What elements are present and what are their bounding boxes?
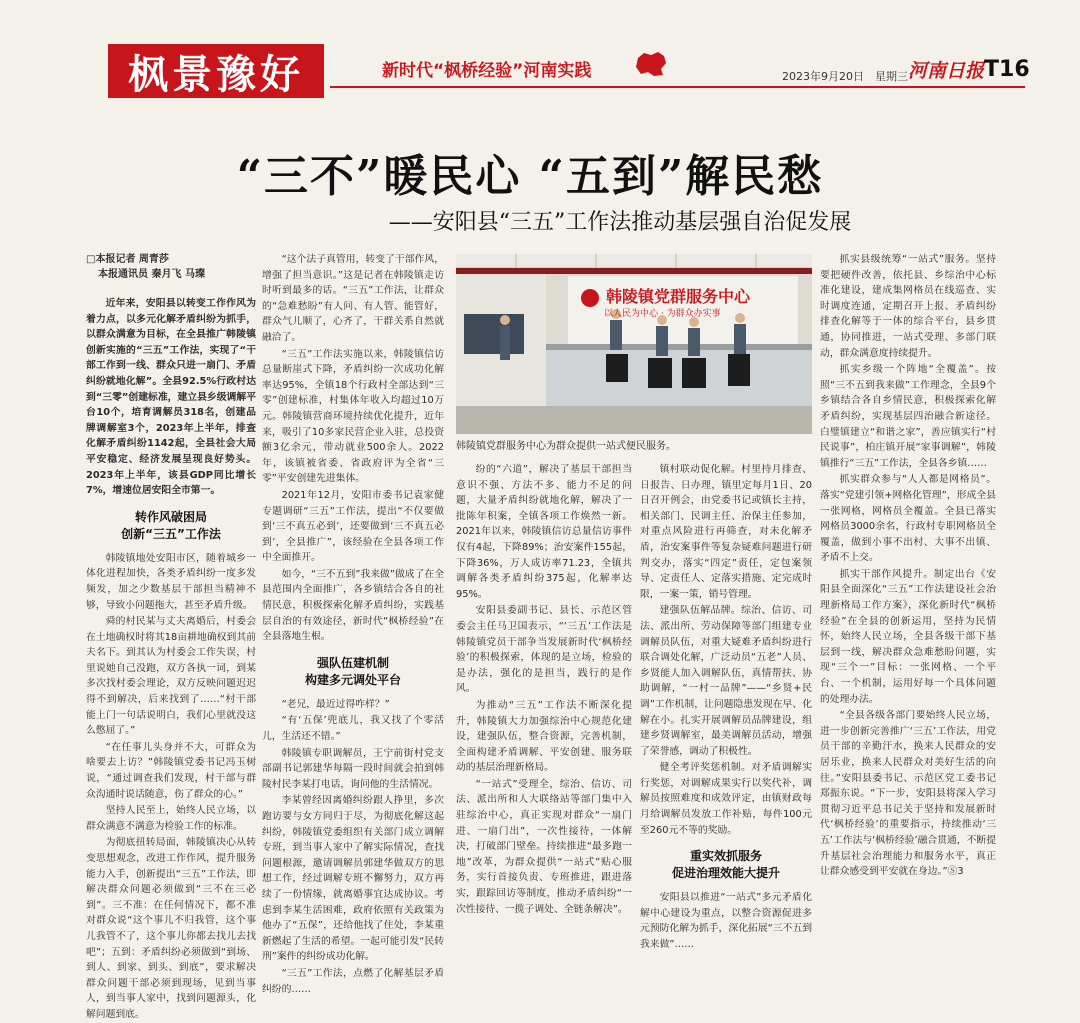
body-paragraph: 建强队伍解品牌。综治、信访、司法、派出所、劳动保障等部门组建专业调解员队伍，对重大疑难矛盾纠纷进行联合调处化解，广泛动员“五老”人员、乡贤能人加入调解队伍，真情帮扶、协助调解，“一村一品牌”——“乡贤+民调”工作机制，让问题隐患发现在早、化解在小。扎实开展调解员品牌建设，组建乡贤调解室，最美调解员活动，增强了荣誉感，调动了积极性。 xyxy=(640,605,812,757)
issue-date: 2023年9月20日 星期三 xyxy=(782,70,908,83)
body-paragraph: 坚持人民至上，始终人民立场，以群众满意不满意为检验工作的标准。 xyxy=(86,805,256,832)
photo-sign: 韩陵镇党群服务中心 xyxy=(606,287,751,306)
section-title-1-line-2: 创新“三五”工作法 xyxy=(121,526,221,541)
body-paragraph: “有‘五保’兜底儿，我又找了个零活儿，生活还不错。” xyxy=(262,715,444,743)
body-paragraph: “全县各级各部门要始终人民立场，进一步创新完善推广‘三五’工作法，用党员干部的辛勤汗水，换来人民群众的安居乐业，换来人民群众对美好生活的向往。”安阳县委书记、示范区党工委书记郑振东说。“下一步，安阳县将深入学习贯彻习近平总书记关于坚持和发展新时代‘枫桥经验’的重要指示，持续推动‘三五’工作法与‘枫桥经验’融合贯通，不断提升基层社会治理能力和服务水平，真正让群众感受到平安就在身边。”Ⓢ3 xyxy=(820,710,996,878)
body-paragraph: 安阳县委副书记、县长、示范区管委会主任马卫国表示，“‘三五’工作法是韩陵镇党员干部争当发展新时代‘枫桥经验’的积极探索，体现的是立场，检验的是办法，强化的是担当，践行的是作风。 xyxy=(456,605,632,695)
body-paragraph: 为彻底扭转局面，韩陵镇决心从转变思想观念，改进工作作风，提升服务能力入手，创新提出“三五”工作法，即解决群众问题必须做到“三不在三必到”。三不准：在任何情况下，都不准对群众说“这个事儿不归我管，这个事儿我管不了，这个事儿你都去找儿去找吧”；五到：矛盾纠纷必须做到“到场、到人、到家、到头、到底”，要求解决群众问题干部必须到现场，见到当事人，到当事人家中，找到问题源头，化解问题到底。 xyxy=(86,837,256,1020)
henan-map-icon xyxy=(634,50,668,78)
body-paragraph: “在任事儿头身并不大，可群众为啥要去上访？”韩陵镇党委书记冯玉树说，“通过调查我们发现，村干部与群众沟通时说话随意，伤了群众的心。” xyxy=(86,741,256,800)
column-name: 枫景豫好 xyxy=(128,50,304,98)
section-title-3 xyxy=(640,848,812,882)
photo-slogan: 以人民为中心 · 为群众办实事 xyxy=(604,309,721,319)
body-paragraph: 镇村联动促化解。村里持月排查、日报告、日办理，镇里定每月1日、20日召开例会，由党委书记或镇长主持，相关部门、民调主任、治保主任参加，对重点风险进行再筛查，对未化解矛盾，治安案事件等复杂疑难问题进行研判交办，落实“四定”责任，定包案领导、定责任人、定落实措施、定完成时限，一案一策，销号管理。 xyxy=(640,464,812,600)
article-column-3 xyxy=(456,462,632,915)
article-column-5 xyxy=(820,252,996,878)
body-paragraph: 韩陵镇地处安阳市区，随着城乡一体化进程加快，各类矛盾纠纷一度多发频发，加之少数基层干部担当精神不够，导致小问题拖大，甚至矛盾升级。 xyxy=(86,552,256,611)
body-paragraph: 舜的村民某与丈夫离婚后，村委会在土地确权时将其18亩耕地确权到其前夫名下。到其认为村委会工作失误，村里说她自己没跑，双方各执一词，到某多次找村委会理论，双方反映问题迟迟得不到解决，后来找到了……“村干部能上门一句话说明白，我们心里就没这么憋屈了。” xyxy=(86,616,256,737)
paper-logo: 河南日报 xyxy=(908,60,985,82)
byline xyxy=(86,252,256,282)
section-title-1-line-1: 转作风破困局 xyxy=(134,509,207,524)
body-paragraph: “三五”工作法实施以来，韩陵镇信访总量断崖式下降，矛盾纠纷一次成功化解率达95%，全镇18个行政村全部达到“三零”创建标准，村集体年收入均超过10万元。韩陵镇营商环境持续优化提升，近年来，吸引了10多家民营企业入驻，总投资额3亿余元，带动就业500余人。2022年，该镇被省委、省政府评为全省“三零”平安创建先进集体。 xyxy=(262,348,444,485)
section-title-3-line-2: 促进治理效能大提升 xyxy=(671,866,780,881)
body-paragraph: “三五”工作法，点燃了化解基层矛盾纠纷的…… xyxy=(262,967,444,995)
body-paragraph: 2021年12月，安阳市委书记袁家健专题调研“三五”工作法，提出“不仅要做到‘三不真五必到’，还要做到‘三不真五必到’，全县推广”，该经验在全县各项工作中全面推开。 xyxy=(262,489,444,564)
headline: “三不”暖民心 “五到”解民愁 xyxy=(236,151,824,202)
section-title-2-line-1: 强队伍建机制 xyxy=(316,655,389,670)
body-paragraph: 李某曾经因离婚纠纷跟人挣里，多次跑访要与女方同归于尽，为彻底化解这起纠纷，韩陵镇党委组织有关部门成立调解专班，到当事人家中了解实际情况，查找问题根源，邀请调解员郭建华做双方的思想工作，经过调解专班不懈努力，双方再续了一份情缘，就离婚事宜达成协议。考虑到李某生活困难，政府依照有关政策为他办了“五保”，还给他找了住处，李某重新燃起了生活的希望。一起可能引发“民转刑”案件的纠纷成功化解。 xyxy=(262,795,444,963)
body-paragraph: 安阳县以推进“一站式”多元矛盾化解中心建设为重点，以整合资源促进多元预防化解为抓手，深化拓展“三不五到我来做”…… xyxy=(640,892,812,951)
body-paragraph: 韩陵镇专职调解员，王宁前街村党支部副书记郭建华每隔一段时间就会拍到韩陵村民李某打电话，询问他的生活情况。 xyxy=(262,747,444,790)
article-column-4 xyxy=(640,462,812,951)
body-paragraph: 抓实乡级一个阵地“全覆盖”。按照“三不五到我来做”工作理念，全县9个乡镇结合各自乡情民意，积极探索化解矛盾纠纷，实现基层四治融合新途径。白璧镇建立“和谐之家”，善应镇实行“村民说事”，柏庄镇开展“家事调解”，韩陵镇推行“三五”工作法，全县各乡镇…… xyxy=(820,364,996,469)
column-masthead xyxy=(108,44,324,98)
body-paragraph: 抓实县级统筹“一站式”服务。坚持要把硬件改善，依托县、乡综治中心标准化建设，建成集网格员在线巡查、实时调度连通，定期召开上报、矛盾纠纷排查化解等于一体的综合平台，县乡贯通，协同推进，一站式受理、多部门联动，群众满意度持续提升。 xyxy=(820,254,996,359)
series-title: 新时代“枫桥经验”河南实践 xyxy=(382,61,592,81)
body-paragraph: “一站式”受理全，综治、信访、司法、派出所和人大联络站等部门集中入驻综治中心，真正实现对群众“一扇门进、一扇门出”，一次性接待，一体解决，打破部门壁垒。持续推进“最多跑一地”改革，为群众提供“一站式”贴心服务，实行首接负责、专班推进，跟进落实，跟踪回访等制度，推动矛盾纠纷“一次性接待、一揽子调处、全链条解决”。 xyxy=(456,778,632,915)
service-center-photo xyxy=(456,254,812,434)
subheadline: ——安阳县“三五”工作法推动基层强自治促发展 xyxy=(388,210,852,235)
photo-caption: 韩陵镇党群服务中心为群众提供一站式便民服务。 xyxy=(456,441,676,452)
body-paragraph: “老兄，最近过得咋样？” xyxy=(281,698,390,710)
byline-reporter: □本报记者 周青莎 xyxy=(86,254,169,265)
section-title-2-line-2: 构建多元调处平台 xyxy=(304,672,401,687)
body-paragraph: 抓实干部作风提升。制定出台《安阳县全面深化“三五”工作法建设社会治理新格局工作方案》，深化新时代“枫桥经验”在全县的创新运用，坚持为民情怀，始终人民立场，全县各级干部下基层到一线，解决群众急难愁盼问题，实现“三个一”目标：一张网格、一个平台、一个机制，运用好每一个具体问题的处理办法。 xyxy=(820,568,996,705)
section-title-1 xyxy=(86,509,256,543)
article-column-1 xyxy=(86,252,256,1020)
masthead-rule xyxy=(330,86,1025,88)
page-number: T16 xyxy=(984,57,1030,82)
party-emblem-icon xyxy=(581,289,599,307)
section-title-3-line-1: 重实效抓服务 xyxy=(689,849,762,864)
article-column-2 xyxy=(262,252,444,995)
body-paragraph: 健全考评奖惩机制。对矛盾调解实行奖惩，对调解成果实行以奖代补，调解员按照难度和成效评定，由镇财政每月给调解员发放工作补贴，每件100元至260元不等的奖励。 xyxy=(640,762,812,836)
body-paragraph: 如今，“三不五到”我来做”做成了在全县范围内全面推广，各乡镇结合各自的社情民意，积极探索化解矛盾纠纷，实践基层自治的有效途径，新时代“枫桥经验”在全县落地生根。 xyxy=(262,568,444,643)
byline-correspondents: 本报通讯员 秦月飞 马璨 xyxy=(98,269,205,280)
body-paragraph: 抓实群众参与“人人都是网格员”。落实“党建引领+网格化管理”，形成全县一张网格，网格员全覆盖。全县已落实网格员3000余名，行政村专职网格员全覆盖，做到小事不出村、大事不出镇、矛盾不上交。 xyxy=(820,474,996,564)
body-paragraph: “这个法子真管用，转变了干部作风，增强了担当意识。”这是记者在韩陵镇走访时听到最多的话。“三五”工作法，让群众的“急难愁盼”有人问、有人管、能管好，群众气儿顺了，心齐了，干群关系自然就融洽了。 xyxy=(262,254,444,343)
body-paragraph: 为推动“三五”工作法不断深化提升，韩陵镇大力加强综治中心规范化建设，建强队伍，整合资源，完善机制，全面构建矛盾调解、平安创建、服务联动的基层治理新格局。 xyxy=(456,699,632,774)
lead-paragraph: 近年来，安阳县以转变工作作风为着力点，以多元化解矛盾纠纷为抓手，以群众满意为目标，在全县推广韩陵镇创新实施的“三五”工作法，实现了“干部工作到一线、群众只进一扇门、矛盾纠纷就地化解”。全县92.5%行政村达到“三零”创建标准，建立县乡级调解平台10个，培育调解员318名，创建品牌调解室3个，2023年上半年，排查化解矛盾纠纷1142起，全县社会大局平安稳定、经济发展呈现良好势头。2023年上半年，该县GDP同比增长7%，增速位居安阳全市第一。 xyxy=(86,298,256,497)
section-title-2 xyxy=(262,655,444,689)
body-paragraph: 纷的“六道”，解决了基层干部担当意识不强、方法不多、能力不足的问题，大量矛盾纠纷就地化解，解决了一批陈年积案，全镇各项工作焕然一新。2021年以来，韩陵镇信访总量信访事件仅有4起，下降89%；治安案件155起，下降36%，万人成访率71.23，全镇共调解各类矛盾纠纷375起，化解率达95%。 xyxy=(456,464,632,600)
